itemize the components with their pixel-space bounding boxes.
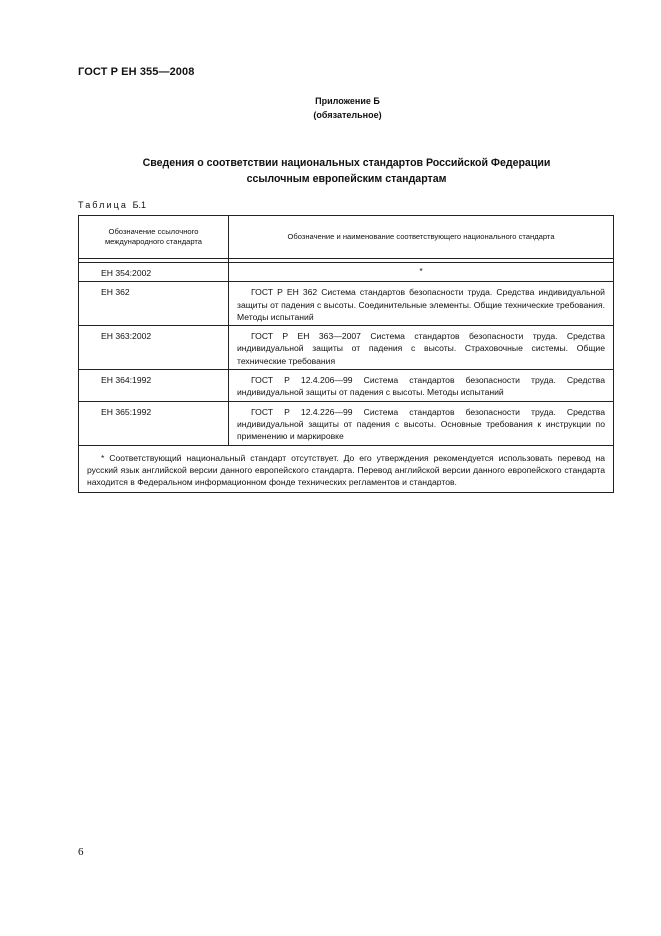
table-row bbox=[79, 282, 614, 326]
appendix-title: Приложение Б bbox=[315, 96, 380, 106]
table-row bbox=[79, 326, 614, 370]
table-footnote-cell bbox=[79, 445, 614, 493]
section-title bbox=[78, 156, 615, 187]
table-number: Б.1 bbox=[132, 200, 147, 210]
section-title-line-2: ссылочным европейским стандартам bbox=[246, 172, 447, 185]
table-header-row bbox=[79, 216, 614, 259]
row-description: ГОСТ Р ЕН 362 Система стандартов безопасности труда. Средства индивидуальной защиты от падения с высоты. Соединительные элементы. Общие технические требования. Методы испытаний bbox=[237, 287, 605, 322]
table-row bbox=[79, 370, 614, 402]
section-title-line-1: Сведения о соответствии национальных стандартов Российской Федерации bbox=[142, 157, 551, 169]
appendix-heading bbox=[0, 94, 661, 122]
table-label bbox=[78, 200, 146, 210]
table-row bbox=[79, 401, 614, 445]
row-description-cell bbox=[229, 401, 614, 445]
table-row bbox=[79, 263, 614, 282]
row-description-cell bbox=[229, 282, 614, 326]
document-header-code: ГОСТ Р ЕН 355—2008 bbox=[78, 66, 195, 78]
column-header-international: Обозначение ссылочного международного стандарта bbox=[79, 216, 229, 259]
row-description-cell bbox=[229, 326, 614, 370]
row-description: * bbox=[229, 263, 614, 282]
page-number: 6 bbox=[78, 846, 84, 858]
standards-correspondence-table bbox=[78, 215, 614, 493]
row-code: ЕН 364:1992 bbox=[79, 370, 229, 402]
column-header-national: Обозначение и наименование соответствующего национального стандарта bbox=[229, 216, 614, 259]
row-code: ЕН 354:2002 bbox=[79, 263, 229, 282]
row-description: ГОСТ Р 12.4.226—99 Система стандартов безопасности труда. Средства индивидуальной защиты от падения с высоты. Основные требования к инструкции по применению и маркировке bbox=[237, 406, 605, 442]
appendix-status: (обязательное) bbox=[313, 110, 382, 120]
row-code: ЕН 363:2002 bbox=[79, 326, 229, 370]
row-description-cell bbox=[229, 370, 614, 402]
row-description: ГОСТ Р 12.4.206—99 Система стандартов безопасности труда. Средства индивидуальной защиты от падения с высоты. Методы испытаний bbox=[237, 375, 605, 398]
row-description: ГОСТ Р ЕН 363—2007 Система стандартов безопасности труда. Средства индивидуальной защиты от падения с высоты. Страховочные системы. Общие технические требования bbox=[237, 331, 605, 366]
row-code: ЕН 362 bbox=[79, 282, 229, 326]
footnote-row bbox=[79, 445, 614, 493]
row-code: ЕН 365:1992 bbox=[79, 401, 229, 445]
table-label-word: Таблица bbox=[78, 200, 128, 210]
table-footnote: * Соответствующий национальный стандарт отсутствует. До его утверждения рекомендуется использовать перевод на русский язык английской версии данного европейского стандарта. Перевод английской версии данного европейского стандарта находится в Федеральном информационном фонде технических регламентов и стандартов. bbox=[87, 452, 605, 488]
